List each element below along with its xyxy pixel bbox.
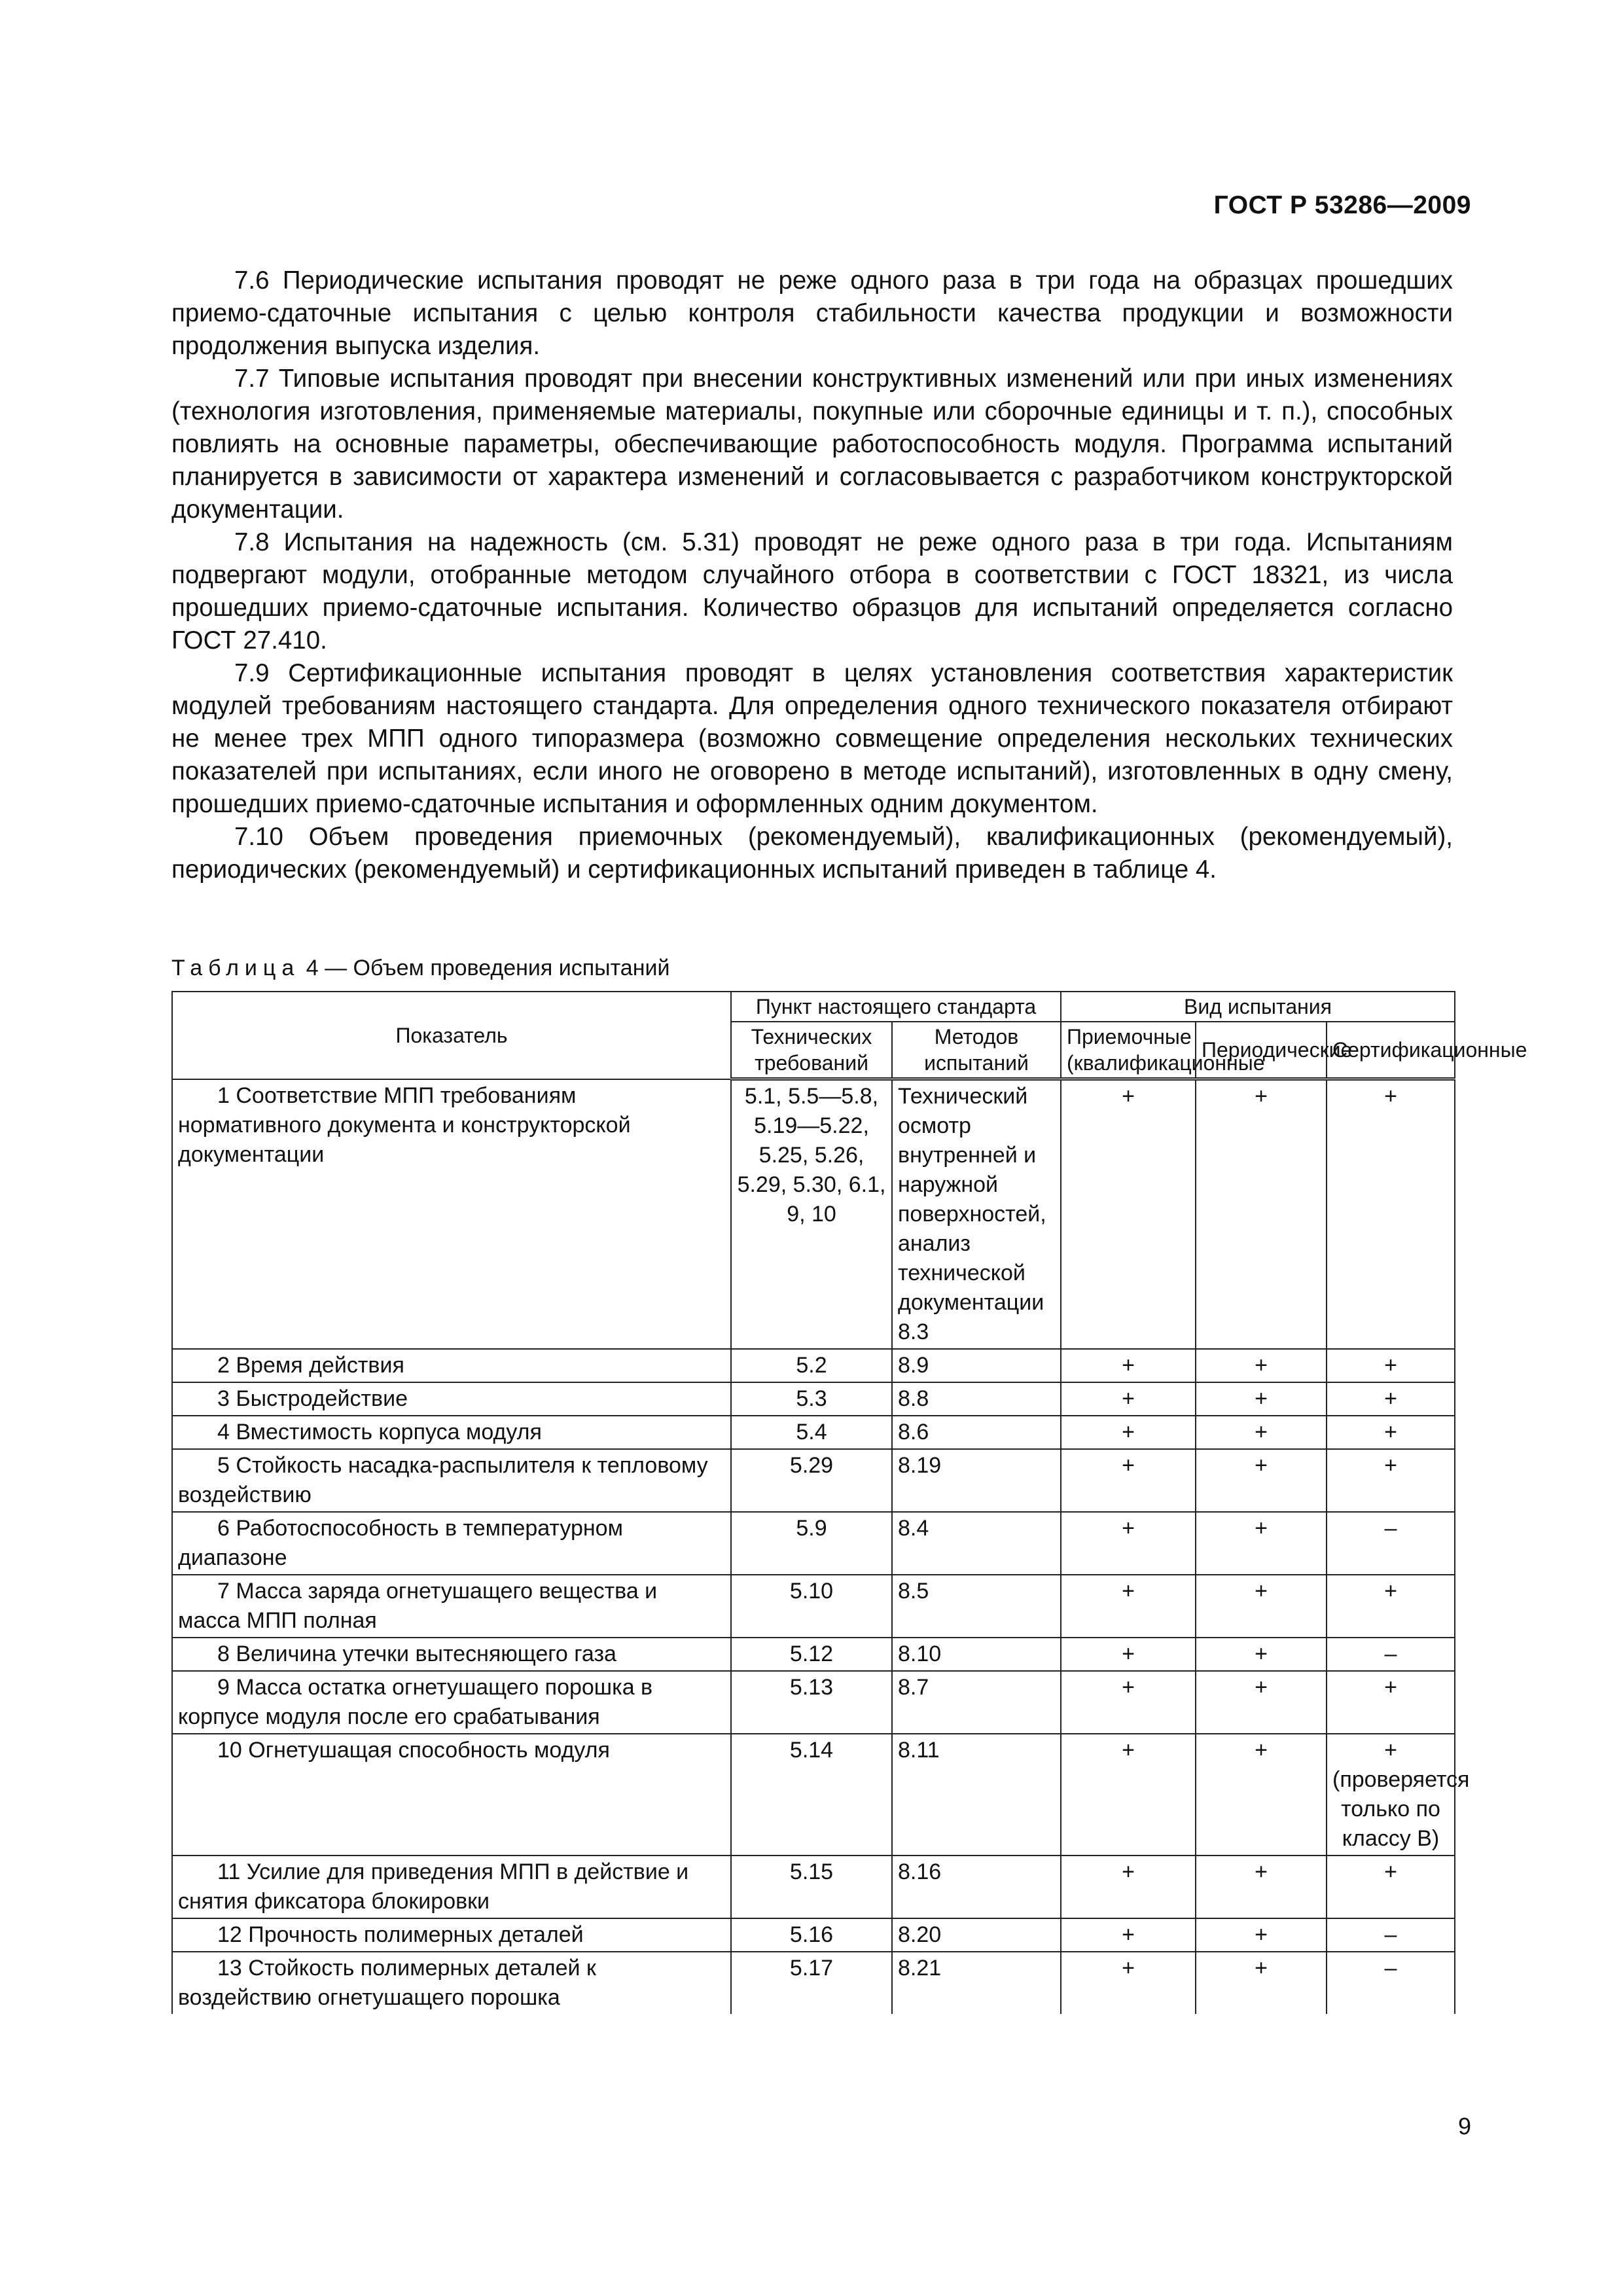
cell-test-method: 8.10 [892, 1638, 1061, 1671]
header-periodic: Периодические [1196, 1022, 1327, 1079]
cell-tech-req: 5.14 [731, 1734, 892, 1856]
cell-periodic: + [1196, 1671, 1327, 1734]
cell-certification: + [1327, 1382, 1455, 1416]
cell-periodic: + [1196, 1952, 1327, 2014]
cell-acceptance: + [1061, 1349, 1196, 1382]
cell-certification: – [1327, 1952, 1455, 2014]
cell-test-method: 8.6 [892, 1416, 1061, 1449]
cell-certification: + (проверяется только по классу В) [1327, 1734, 1455, 1856]
header-test-methods: Методов испытаний [892, 1022, 1061, 1079]
cell-certification: + [1327, 1856, 1455, 1918]
cell-certification: + [1327, 1349, 1455, 1382]
cell-tech-req: 5.29 [731, 1449, 892, 1512]
cell-periodic: + [1196, 1449, 1327, 1512]
cell-indicator: 2 Время действия [172, 1349, 731, 1382]
cell-test-method: 8.21 [892, 1952, 1061, 2014]
cell-certification: + [1327, 1575, 1455, 1638]
cell-indicator: 12 Прочность полимерных деталей [172, 1918, 731, 1952]
table-row [172, 1382, 1455, 1416]
cell-test-method: 8.11 [892, 1734, 1061, 1856]
cell-periodic: + [1196, 1416, 1327, 1449]
cell-tech-req: 5.15 [731, 1856, 892, 1918]
page-number: 9 [1457, 2113, 1471, 2140]
paragraph-7-6: 7.6 Периодические испытания проводят не реже одного раза в три года на образцах прошедших приемо-сдаточные испытания с целью контроля стабильности качества продукции и возможности продолжения выпуска изделия. [171, 266, 1453, 360]
table-row [172, 1918, 1455, 1952]
cell-test-method: 8.4 [892, 1512, 1061, 1575]
cell-acceptance: + [1061, 1382, 1196, 1416]
cell-periodic: + [1196, 1575, 1327, 1638]
header-test-type-group: Вид испытания [1061, 992, 1455, 1022]
cell-indicator: 5 Стойкость насадка-распылителя к тепловому воздействию [172, 1449, 731, 1512]
table-row [172, 1671, 1455, 1734]
cell-tech-req: 5.4 [731, 1416, 892, 1449]
cell-acceptance: + [1061, 1918, 1196, 1952]
cell-periodic: + [1196, 1382, 1327, 1416]
table-row [172, 1575, 1455, 1638]
cell-indicator: 10 Огнетушащая способность модуля [172, 1734, 731, 1856]
cell-periodic: + [1196, 1918, 1327, 1952]
cell-acceptance: + [1061, 1575, 1196, 1638]
cell-tech-req: 5.13 [731, 1671, 892, 1734]
cell-indicator: 6 Работоспособность в температурном диапазоне [172, 1512, 731, 1575]
cell-acceptance: + [1061, 1734, 1196, 1856]
cell-test-method: 8.20 [892, 1918, 1061, 1952]
header-acceptance: Приемочные (квалификационные [1061, 1022, 1196, 1079]
cell-tech-req: 5.9 [731, 1512, 892, 1575]
cell-tech-req: 5.16 [731, 1918, 892, 1952]
header-clause-group: Пункт настоящего стандарта [731, 992, 1061, 1022]
cell-acceptance: + [1061, 1952, 1196, 2014]
cell-certification: – [1327, 1638, 1455, 1671]
cell-acceptance: + [1061, 1638, 1196, 1671]
cell-acceptance: + [1061, 1512, 1196, 1575]
document-code: ГОСТ Р 53286—2009 [1213, 191, 1471, 219]
table-caption-word: Таблица [171, 956, 300, 980]
cell-test-method: 8.7 [892, 1671, 1061, 1734]
table-row [172, 1449, 1455, 1512]
cell-tech-req: 5.2 [731, 1349, 892, 1382]
cell-certification: + [1327, 1416, 1455, 1449]
cell-periodic: + [1196, 1512, 1327, 1575]
cell-test-method: 8.16 [892, 1856, 1061, 1918]
table-row [172, 1856, 1455, 1918]
cell-indicator: 8 Величина утечки вытесняющего газа [172, 1638, 731, 1671]
table-caption-title: 4 — Объем проведения испытаний [300, 956, 670, 980]
header-tech-req: Технических требований [731, 1022, 892, 1079]
cell-indicator: 4 Вместимость корпуса модуля [172, 1416, 731, 1449]
cell-acceptance: + [1061, 1079, 1196, 1350]
cell-indicator: 13 Стойкость полимерных деталей к воздействию огнетушащего порошка [172, 1952, 731, 2014]
table-row [172, 1079, 1455, 1350]
cell-acceptance: + [1061, 1856, 1196, 1918]
table-row [172, 1638, 1455, 1671]
cell-acceptance: + [1061, 1449, 1196, 1512]
header-indicator: Показатель [172, 992, 731, 1079]
cell-certification: + [1327, 1449, 1455, 1512]
cell-acceptance: + [1061, 1671, 1196, 1734]
cell-test-method: 8.9 [892, 1349, 1061, 1382]
table-row [172, 1416, 1455, 1449]
table-caption [171, 956, 669, 981]
paragraph-7-7: 7.7 Типовые испытания проводят при внесении конструктивных изменений или при иных изменениях (технология изготовления, применяемые материалы, покупные или сборочные единицы и т. п.), способных повлиять на основные параметры, обеспечивающие работоспособность модуля. Программа испытаний планируется в зависимости от характера изменений и согласовывается с разработчиком конструкторской документации. [171, 365, 1453, 524]
table-row [172, 1734, 1455, 1856]
table-row [172, 1512, 1455, 1575]
cell-periodic: + [1196, 1734, 1327, 1856]
cell-test-method: 8.19 [892, 1449, 1061, 1512]
cell-tech-req: 5.3 [731, 1382, 892, 1416]
cell-tech-req: 5.1, 5.5—5.8, 5.19—5.22, 5.25, 5.26, 5.29, 5.30, 6.1, 9, 10 [731, 1079, 892, 1350]
cell-indicator: 3 Быстродействие [172, 1382, 731, 1416]
cell-indicator: 11 Усилие для приведения МПП в действие и снятия фиксатора блокировки [172, 1856, 731, 1918]
cell-periodic: + [1196, 1349, 1327, 1382]
cell-certification: – [1327, 1918, 1455, 1952]
test-scope-table [171, 991, 1527, 2014]
cell-test-method: Технический осмотр внутренней и наружной поверхностей, анализ технической документации 8.3 [892, 1079, 1061, 1350]
cell-periodic: + [1196, 1638, 1327, 1671]
table-row [172, 1349, 1455, 1382]
table-row [172, 1952, 1455, 2014]
cell-certification: + [1327, 1079, 1455, 1350]
cell-indicator: 9 Масса остатка огнетушащего порошка в корпусе модуля после его срабатывания [172, 1671, 731, 1734]
paragraph-7-10: 7.10 Объем проведения приемочных (рекомендуемый), квалификационных (рекомендуемый), периодических (рекомендуемый) и сертификационных испытаний приведен в таблице 4. [171, 823, 1453, 884]
cell-acceptance: + [1061, 1416, 1196, 1449]
body-text [171, 264, 1453, 886]
cell-tech-req: 5.12 [731, 1638, 892, 1671]
header-certification: Сертификационные [1327, 1022, 1455, 1079]
cell-periodic: + [1196, 1079, 1327, 1350]
cell-tech-req: 5.10 [731, 1575, 892, 1638]
cell-certification: + [1327, 1671, 1455, 1734]
cell-test-method: 8.8 [892, 1382, 1061, 1416]
cell-indicator: 7 Масса заряда огнетушащего вещества и масса МПП полная [172, 1575, 731, 1638]
cell-indicator: 1 Соответствие МПП требованиям нормативного документа и конструкторской документации [172, 1079, 731, 1350]
table-body [172, 1079, 1470, 2015]
paragraph-7-8: 7.8 Испытания на надежность (см. 5.31) проводят не реже одного раза в три года. Испытаниям подвергают модули, отобранные методом случайного отбора в соответствии с ГОСТ 18321, из числа прошедших приемо-сдаточные испытания. Количество образцов для испытаний определяется согласно ГОСТ 27.410. [171, 528, 1453, 655]
cell-tech-req: 5.17 [731, 1952, 892, 2014]
cell-test-method: 8.5 [892, 1575, 1061, 1638]
paragraph-7-9: 7.9 Сертификационные испытания проводят в целях установления соответствия характеристик модулей требованиям настоящего стандарта. Для определения одного технического показателя отбирают не менее трех МПП одного типоразмера (возможно совмещение определения нескольких технических показателей при испытаниях, если иного не оговорено в методе испытаний), изготовленных в одну смену, прошедших приемо-сдаточные испытания и оформленных одним документом. [171, 659, 1453, 818]
cell-certification: – [1327, 1512, 1455, 1575]
cell-periodic: + [1196, 1856, 1327, 1918]
